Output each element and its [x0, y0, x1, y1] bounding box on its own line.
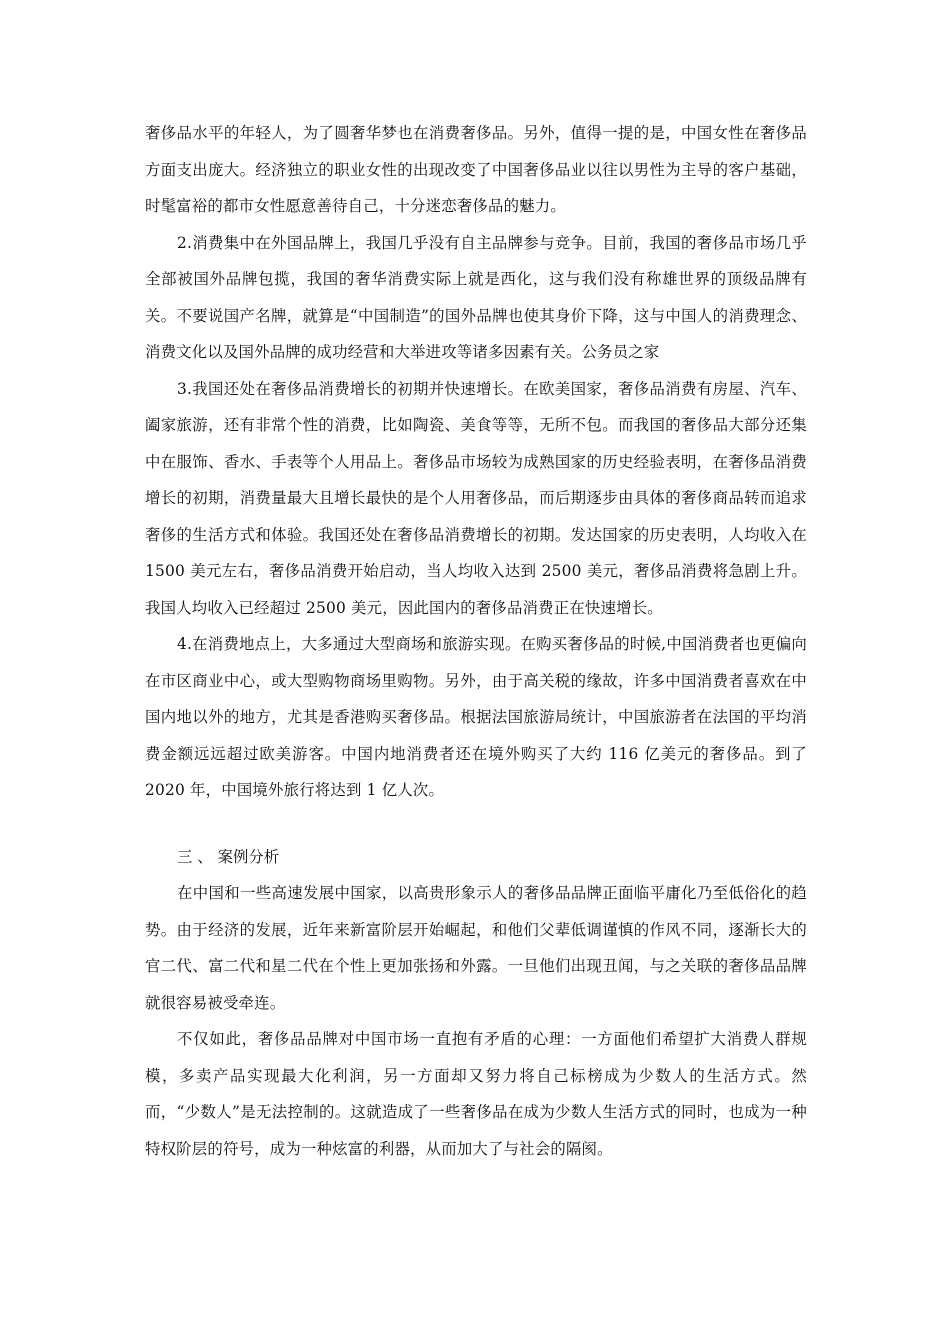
paragraph-continuation: 奢侈品水平的年轻人，为了圆奢华梦也在消费奢侈品。另外，值得一提的是，中国女性在奢侈品方面支出庞大。经济独立的职业女性的出现改变了中国奢侈品业以往以男性为主导的客户基础，时髦富裕的都市女性愿意善待自己，十分迷恋奢侈品的魅力。: [145, 124, 807, 215]
document-page: [145, 115, 807, 1167]
paragraph-case-2: 不仅如此，奢侈品品牌对中国市场一直抱有矛盾的心理：一方面他们希望扩大消费人群规模，多卖产品实现最大化利润，另一方面却又努力将自己标榜成为少数人的生活方式。然而，“少数人”是无法控制的。这就造成了一些奢侈品在成为少数人生活方式的同时，也成为一种特权阶层的符号，成为一种炫富的利器，从而加大了与社会的隔阂。: [145, 1030, 807, 1158]
paragraph-point-2: 2.消费集中在外国品牌上，我国几乎没有自主品牌参与竞争。目前，我国的奢侈品市场几乎全部被国外品牌包揽，我国的奢华消费实际上就是西化，这与我们没有称雄世界的顶级品牌有关。不要说国产名牌，就算是“中国制造”的国外品牌也使其身价下降，这与中国人的消费理念、消费文化以及国外品牌的成功经营和大举进攻等诸多因素有关。公务员之家: [145, 233, 807, 361]
paragraph-case-1: 在中国和一些高速发展中国家，以高贵形象示人的奢侈品品牌正面临平庸化乃至低俗化的趋势。由于经济的发展，近年来新富阶层开始崛起，和他们父辈低调谨慎的作风不同，逐渐长大的官二代、富二代和星二代在个性上更加张扬和外露。一旦他们出现丑闻，与之关联的奢侈品品牌就很容易被受牵连。: [145, 884, 807, 1012]
paragraph-point-3: 3.我国还处在奢侈品消费增长的初期并快速增长。在欧美国家，奢侈品消费有房屋、汽车、阖家旅游，还有非常个性的消费，比如陶瓷、美食等等，无所不包。而我国的奢侈品大部分还集中在服饰、香水、手表等个人用品上。奢侈品市场较为成熟国家的历史经验表明，在奢侈品消费增长的初期，消费量最大且增长最快的是个人用奢侈品，而后期逐步由具体的奢侈商品转而追求奢侈的生活方式和体验。我国还处在奢侈品消费增长的初期。发达国家的历史表明，人均收入在 1500 美元左右，奢侈品消费开始启动，当人均收入达到 2500 美元，奢侈品消费将急剧上升。我国人均收入已经超过 2500 美元，因此国内的奢侈品消费正在快速增长。: [145, 379, 807, 617]
section-heading-case-analysis: 三 、 案例分析: [177, 847, 280, 866]
paragraph-point-4: 4.在消费地点上，大多通过大型商场和旅游实现。在购买奢侈品的时候,中国消费者也更偏向在市区商业中心，或大型购物商场里购物。另外，由于高关税的缘故，许多中国消费者喜欢在中国内地以外的地方，尤其是香港购买奢侈品。根据法国旅游局统计，中国旅游者在法国的平均消费金额远远超过欧美游客。中国内地消费者还在境外购买了大约 116 亿美元的奢侈品。到了 2020 年，中国境外旅行将达到 1 亿人次。: [145, 635, 807, 799]
